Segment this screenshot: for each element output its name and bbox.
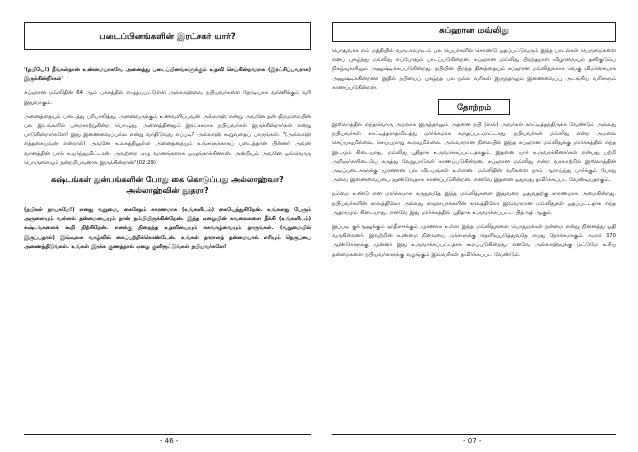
- closing-paragraph: இப்படி குர்ஆனுக்கும் ஹதீஸுக்கும் முரணாக உள்ள இந்த மவ்லிதுகளை பொதுமக்கள் நன்மை என்று நினைத்து ஓதி வருகின்றனர். இவற்றின் உண்மை நிலையை மக்களுக்கு தெளிவுபடுத்துவதே எமது நோக்கமாகும். சுமார் 370 ஆண்டுகளுக்கு முன்னர் இது உருவாக்கப்பட்டதாக கூறப்படுகின்றது. எனவே அல்லாஹ்வுக்கு மட்டுமே உரிய தன்மைகளை நபியவர்களுக்கு வழங்கும் இவ்வரிகள் தவிர்க்கப்பட வேண்டும்.: [332, 224, 616, 258]
- intro-paragraph: சுப்ஹான மவ்லிதின் 64 ஆம் பக்கத்தில் எழுதப்பட்டுள்ள அல்லாஹ்வை நபியவர்களை நேரடியாக வர்ணிக்கும் வரி இதுவாகும்.: [24, 90, 311, 106]
- left-page: [24, 22, 311, 257]
- body-paragraph: அனைத்தையும் படைத்து பரிபாலித்து, அனைவருக்கும் உணவளிப்பவன் அல்லாஹ் என்று அவனே தன் திருமறையின் பல இடங்களில் பறைசாற்றுகின்ற பொழுது, அனைத்தினதும் இரட்சகராக நபியவர்கள் இருக்கின்றார்கள் என்று பாடுகின்றார்களே! இது இணைவைப்பல்ல என்று வாதிடுவது எப்படி? அல்லாஹ் கூறுவதைப் பாருங்கள்: "(அல்லாஹ் எத்தகையவன் என்றால்) அவனே உலகத்திலுள்ள அனைத்தையும் உங்களுக்காகப் படைத்தான் பின்னர் அவன் வானத்தின் பால் உயர்ந்துவிட்டான். அவற்றை ஏழு வானங்களாக ஒழுங்காக்கினான். அன்றியும் அவனே ஒவ்வொரு பொருளையும் நன்றறிபவனாக இருக்கின்றான்"(02:29): [24, 113, 311, 166]
- section-heading: கஷ்டங்கள் துன்பங்களின் போது கை கொடுப்பது அல்லாஹ்வா? அல்லாஹ்வின் தூதரா?: [51, 175, 284, 196]
- left-footer-rule: [24, 434, 311, 435]
- left-page-number: - 46 -: [160, 437, 179, 445]
- right-page: [332, 22, 616, 265]
- intro-paragraph: பொதுவாக எம் மத்தியில் வருடாவருடம் பல பெயர்களில் கொண்டு ஓதப்பட்டுவரும் இந்த பாடல்கள் பெருமைகளை எனப் புகழ்ந்து மவ்லிது எப்போதும் பாடப்படுகின்றன. சுப்ஹான மவ்லிது பிறந்தநாள் விழாவையும் தனிகுடும்ப நிகழ்வுகளிலும் அனுஷ்டிக்கப்படுகின்றது. நபியின் பிறந்த தினத்தையும் சுப்ஹான மவ்லிதுக்காக வெகு விமர்சையாக அனுஷ்டிக்கின்றனர் இதில் நபியைப் புகழ்ந்த பல நல்ல வரிகள் இருந்தாலும் இணைவைப்பு அடங்கிய வரிகளும் காணப்படுகின்றன.: [332, 48, 616, 91]
- body-paragraph: நம்மை உண்டு என மார்க்கமாக கருதுவதே இந்த மவ்லிதுகளை இதுவரை ஓதுவதற்கு காரணமாக அமைகின்றது. நபியவர்களின் காலத்திலோ அல்லது ஸஹாபாக்களின் காலத்திலோ இவ்வாறான மவ்லிதுகள் ஓதப்பட்டதாக எந்த ஆதாரமும் கிடையாது. எனவே இது மார்க்கத்தில் புதிதாக உருவாக்கப்பட்ட பித்அத் ஆகும்.: [332, 191, 616, 216]
- right-title-box: சுப்ஹான மவ்லிது: [332, 22, 616, 42]
- origin-paragraph: இஸ்லாத்தில் எந்தவொரு அமலாக இருந்தாலும் அதனை நபி (ஸல்) அவர்கள் காட்டித்தந்திருக்க வேண்டும் அல்லது நபியவர்கள் காட்டித்தராதவிடத்து மார்க்கமாக கருதப்படமாட்டாது. நபியவர்கள் மவ்லிது என்ற அமலை செய்யவுமில்லை, செய்யுமாறு கூறவுமில்லை. அவ்வாறான நிலையில் இந்த சுப்ஹான மவ்லிதுக்கு மார்க்கத்தில் எந்த இடமும் கிடையாது. மவ்லிது புதிதாக உருவாக்கப்பட்டதாகும். இதனை யார் உருவாக்கினார்கள் என்பது பற்றி அறிஞர்களிடையே கருத்து வேறுபாடுகள் காணப்படுகின்றன. சுப்ஹான மவ்லிது என்ற வரலாற்றில் இஸ்லாத்தின் அடிப்படைகளுக்கு முரணான பல விடயங்கள் உள்ளன. மவ்லிதின் வரிகளை நாம் ஆராய்ந்து பார்க்கும் போது அவை இணைவைப்பை தூண்டுவதாக காணப்படுகின்றன. எனவே இதனை ஓதுவது தவிர்க்கப்பட வேண்டியதாகும்.: [332, 122, 616, 184]
- verse-paragraph: (நபிகள் நாயகமே!) எனது வறுமை, கைசேதம் காரணமாக (உங்களிடம்) கையேந்துகிறேன். உங்களது பேரும் அருளையும் வள்ளல் தன்மையையும் நான் நம்பியிருக்கின்றேன். இந்த ஏழையின் கவலைகளை நீக்கி (உங்களிடம்) கஷ்டங்களைக் கூறி நிற்கிறேன். எனக்கு நிறைந்த உதவியையும் சுகவாழ்வையும் தாருங்கள். (வறுமையில் இருப்பதால்) இவ்வுலக வாழ்வில் கைப்பற்றிக்கொண்டேன். உங்கள் தாராளத் தன்மையால் எரியும் நெருப்பை அணைத்திடுங்கள். உங்கள் இரக்க குணத்தால் ஏழை குளிரூட்டுங்கள் நபியவர்களே!: [24, 207, 311, 250]
- right-footer-rule: [332, 434, 616, 435]
- quote-paragraph: '(நபியே!) நீங்கள்தான் உண்மையாகவே அனைத்து படைப்பினங்களுக்கும் உதவி செய்கின்றவராக (இரட்சிப்பவராக) இருக்கின்றீர்கள்': [24, 67, 311, 83]
- origin-heading-box: தோற்றம்: [438, 99, 510, 115]
- left-title-box: படைப்பினங்களின் இரட்சகர் யார்?: [24, 22, 311, 50]
- right-page-number: - 07 -: [463, 437, 482, 445]
